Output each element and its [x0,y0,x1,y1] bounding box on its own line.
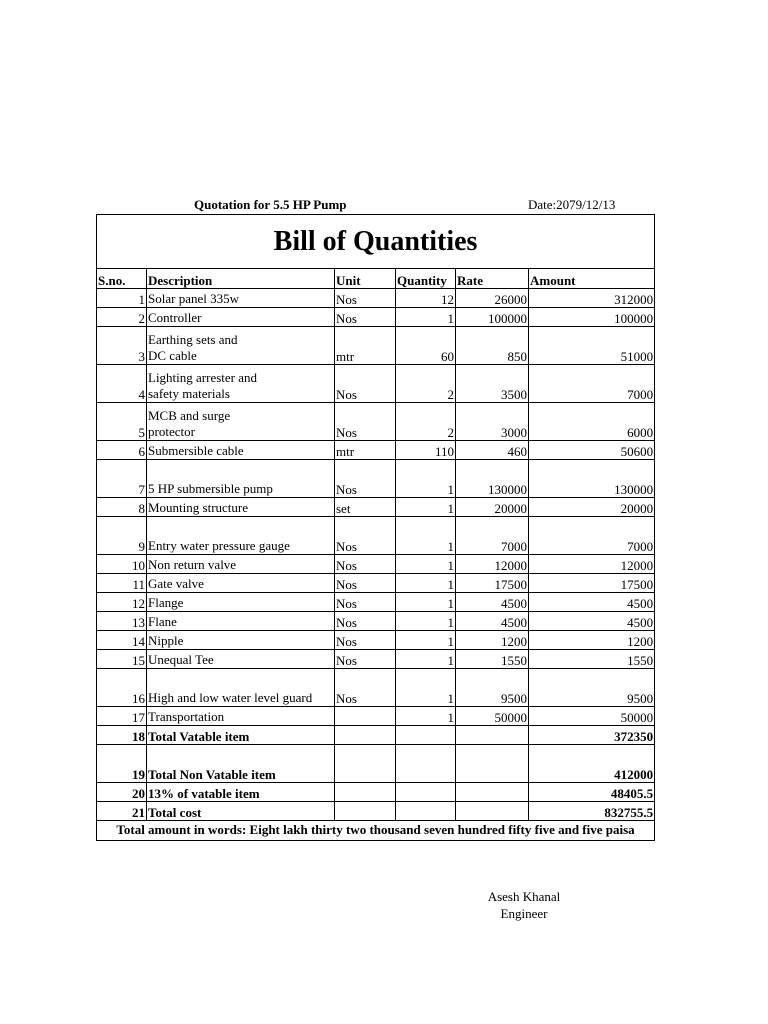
row-quantity: 2 [396,403,456,441]
total-amount: 832755.5 [529,802,655,821]
signer-title: Engineer [500,906,548,921]
column-header-description: Description [147,269,335,289]
column-header-quantity: Quantity [396,269,456,289]
row-unit [335,707,396,726]
row-description: Entry water pressure gauge [147,517,335,555]
table-row [97,460,655,498]
row-quantity: 1 [396,517,456,555]
row-description: Gate valve [147,574,335,593]
row-quantity: 1 [396,669,456,707]
row-rate: 20000 [456,498,529,517]
row-unit: mtr [335,327,396,365]
row-amount: 4500 [529,612,655,631]
table-title-row [97,215,655,269]
row-description: MCB and surge protector [147,403,335,441]
row-rate: 130000 [456,460,529,498]
row-sno: 13 [97,612,147,631]
amount-in-words-row [97,821,655,841]
table-row [97,707,655,726]
row-sno: 12 [97,593,147,612]
signature-block [470,888,578,922]
table-row [97,669,655,707]
quotation-title: Quotation for 5.5 HP Pump [194,197,347,212]
table-row [97,365,655,403]
table-row [97,308,655,327]
row-sno: 7 [97,460,147,498]
row-description: Earthing sets and DC cable [147,327,335,365]
table-row [97,593,655,612]
row-unit: Nos [335,517,396,555]
row-quantity: 1 [396,498,456,517]
row-rate: 1550 [456,650,529,669]
row-amount: 9500 [529,669,655,707]
empty-cell [396,783,456,802]
row-description: Submersible cable [147,441,335,460]
row-amount: 12000 [529,555,655,574]
table-row [97,612,655,631]
table-row [97,555,655,574]
row-description: Controller [147,308,335,327]
total-description: Total Non Vatable item [147,745,335,783]
row-description: High and low water level guard [147,669,335,707]
quotation-date: Date:2079/12/13 [528,197,616,212]
row-rate: 100000 [456,308,529,327]
row-description: Non return valve [147,555,335,574]
empty-cell [396,745,456,783]
table-row [97,289,655,308]
total-description: Total Vatable item [147,726,335,745]
total-sno: 19 [97,745,147,783]
row-sno: 17 [97,707,147,726]
row-description: Solar panel 335w [147,289,335,308]
total-sno: 18 [97,726,147,745]
row-sno: 10 [97,555,147,574]
empty-cell [456,802,529,821]
row-amount: 50600 [529,441,655,460]
row-sno: 5 [97,403,147,441]
empty-cell [335,783,396,802]
row-description: Flange [147,593,335,612]
empty-cell [335,745,396,783]
table-row [97,631,655,650]
row-quantity: 1 [396,707,456,726]
row-description: 5 HP submersible pump [147,460,335,498]
empty-cell [335,726,396,745]
table-row [97,403,655,441]
row-unit: Nos [335,612,396,631]
table-row [97,327,655,365]
table-row [97,574,655,593]
row-quantity: 1 [396,612,456,631]
row-sno: 1 [97,289,147,308]
row-description: Unequal Tee [147,650,335,669]
row-quantity: 1 [396,650,456,669]
row-unit: Nos [335,365,396,403]
row-sno: 6 [97,441,147,460]
column-header-rate: Rate [456,269,529,289]
row-rate: 50000 [456,707,529,726]
row-description: Transportation [147,707,335,726]
row-sno: 4 [97,365,147,403]
empty-cell [456,745,529,783]
total-row [97,783,655,802]
signer-name: Asesh Khanal [487,889,561,904]
row-quantity: 60 [396,327,456,365]
table-row [97,498,655,517]
row-unit: Nos [335,574,396,593]
total-row [97,745,655,783]
total-row [97,726,655,745]
row-rate: 850 [456,327,529,365]
row-rate: 17500 [456,574,529,593]
row-description: Lighting arrester and safety materials [147,365,335,403]
row-amount: 1200 [529,631,655,650]
row-sno: 11 [97,574,147,593]
row-rate: 460 [456,441,529,460]
empty-cell [396,802,456,821]
row-quantity: 1 [396,574,456,593]
row-amount: 20000 [529,498,655,517]
row-sno: 8 [97,498,147,517]
row-amount: 17500 [529,574,655,593]
row-amount: 100000 [529,308,655,327]
empty-cell [335,802,396,821]
row-amount: 51000 [529,327,655,365]
column-header-amount: Amount [529,269,655,289]
row-rate: 3000 [456,403,529,441]
column-header-unit: Unit [335,269,396,289]
row-amount: 6000 [529,403,655,441]
row-amount: 130000 [529,460,655,498]
row-sno: 3 [97,327,147,365]
table-title: Bill of Quantities [97,215,655,269]
total-rows [97,726,655,821]
row-quantity: 1 [396,631,456,650]
row-sno: 14 [97,631,147,650]
row-sno: 16 [97,669,147,707]
row-unit: Nos [335,460,396,498]
row-unit: Nos [335,308,396,327]
row-amount: 1550 [529,650,655,669]
amount-in-words: Total amount in words: Eight lakh thirty two thousand seven hundred fifty five and five paisa [97,821,655,841]
row-unit: Nos [335,289,396,308]
total-amount: 48405.5 [529,783,655,802]
row-unit: Nos [335,593,396,612]
row-sno: 2 [97,308,147,327]
empty-cell [396,726,456,745]
total-sno: 21 [97,802,147,821]
total-row [97,802,655,821]
row-rate: 9500 [456,669,529,707]
row-description: Nipple [147,631,335,650]
row-quantity: 110 [396,441,456,460]
row-rate: 12000 [456,555,529,574]
row-unit: mtr [335,441,396,460]
column-header-sno: S.no. [97,269,147,289]
bill-of-quantities-table [96,214,655,841]
table-row [97,650,655,669]
row-unit: Nos [335,669,396,707]
empty-cell [456,783,529,802]
row-quantity: 1 [396,555,456,574]
row-unit: Nos [335,555,396,574]
row-rate: 4500 [456,612,529,631]
row-unit: Nos [335,650,396,669]
row-quantity: 1 [396,593,456,612]
row-sno: 9 [97,517,147,555]
row-rate: 26000 [456,289,529,308]
row-amount: 4500 [529,593,655,612]
row-unit: Nos [335,403,396,441]
total-description: 13% of vatable item [147,783,335,802]
total-amount: 372350 [529,726,655,745]
row-amount: 7000 [529,517,655,555]
row-rate: 7000 [456,517,529,555]
row-quantity: 12 [396,289,456,308]
empty-cell [456,726,529,745]
row-unit: set [335,498,396,517]
row-unit: Nos [335,631,396,650]
row-rate: 3500 [456,365,529,403]
row-amount: 50000 [529,707,655,726]
table-header-row [97,269,655,289]
row-amount: 7000 [529,365,655,403]
row-quantity: 2 [396,365,456,403]
total-amount: 412000 [529,745,655,783]
table-row [97,517,655,555]
row-description: Mounting structure [147,498,335,517]
row-quantity: 1 [396,308,456,327]
total-description: Total cost [147,802,335,821]
item-rows [97,289,655,726]
row-description: Flane [147,612,335,631]
row-sno: 15 [97,650,147,669]
table-row [97,441,655,460]
row-quantity: 1 [396,460,456,498]
row-amount: 312000 [529,289,655,308]
total-sno: 20 [97,783,147,802]
row-rate: 4500 [456,593,529,612]
row-rate: 1200 [456,631,529,650]
